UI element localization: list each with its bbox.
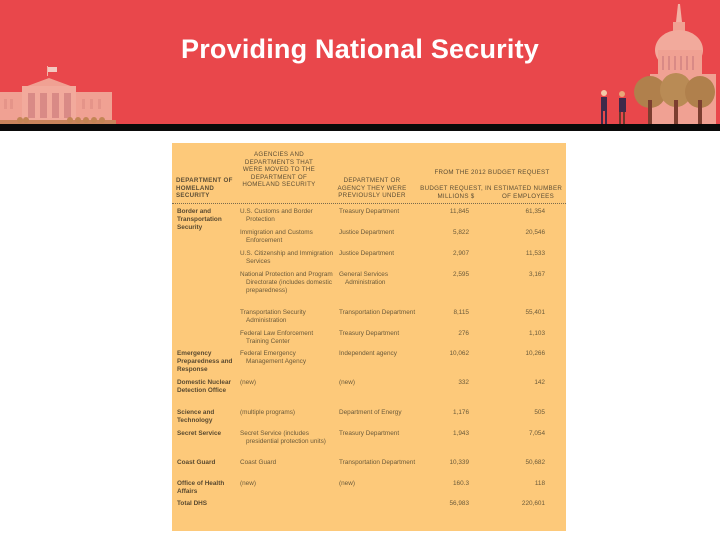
header-employees: ESTIMATED NUMBER OF EMPLOYEES bbox=[493, 185, 563, 200]
slide-title: Providing National Security bbox=[181, 34, 539, 64]
title-banner bbox=[0, 0, 720, 124]
banner-divider bbox=[0, 124, 720, 131]
header-agencies: AGENCIES AND DEPARTMENTS THAT WERE MOVED TO THE DEPARTMENT OF HOMELAND SECURITY bbox=[242, 151, 316, 189]
header-divider bbox=[172, 203, 566, 204]
white-house-illustration bbox=[0, 66, 120, 124]
dhs-agencies-table: DEPARTMENT OF HOMELAND SECURITY AGENCIES AND DEPARTMENTS THAT WERE MOVED TO THE DEPARTMENT OF HOMELAND SECURITY DEPARTMENT OR AGENCY THEY WERE PREVIOUSLY UNDER FROM THE 2012 BUDGET REQUEST BUDGET REQUEST, IN MILLIONS $ ESTIMATED NUMBER OF EMPLOYEES Border and Transportation Security U.S. Customs and Border Protection Treasury Department 11,845 61,354 Immigration and Customs Enforcement Justice Department 5,822 20,546 U.S. Citizenship and Immigration Services Justice Department 2,907 11,533 National Protection and Program Directorate (includes domestic preparedness) General Services Administration 2,595 3,167 Transportation Security Administration Transportation Department 8,115 55,401 Federal Law Enforcement Training Center Treasury Department 276 1,103 Emergency Preparedness and Response Federal Emergency Management Agency Independent agency 10,062 10,266 Domestic Nuclear Detection Office (new) (new) 332 142 Science and Technology (multiple programs) Department of Energy 1,176 505 Secret Service Secret Service (includes presidential protection units) Treasury Department 1,943 7,054 Coast Guard Coast Guard Transportation Department 10,339 50,682 Office of Health Affairs (new) (new) 160.3 118 Total DHS 56,983 220,601 bbox=[172, 143, 566, 531]
header-group: FROM THE 2012 BUDGET REQUEST bbox=[434, 169, 550, 176]
header-budget: BUDGET REQUEST, IN MILLIONS $ bbox=[420, 185, 492, 200]
header-previous: DEPARTMENT OR AGENCY THEY WERE PREVIOUSLY UNDER bbox=[337, 177, 407, 200]
header-dhs: DEPARTMENT OF HOMELAND SECURITY bbox=[176, 177, 233, 200]
